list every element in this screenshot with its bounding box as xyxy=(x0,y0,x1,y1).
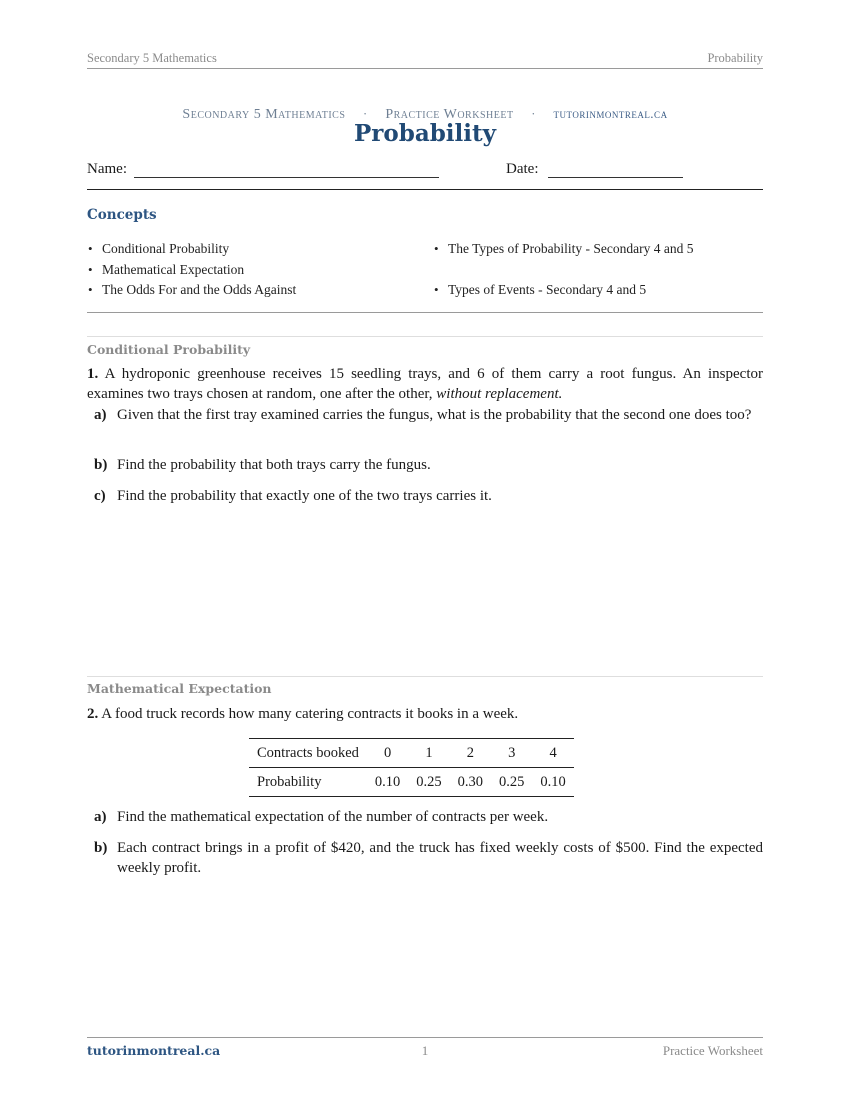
part-text: Find the probability that exactly one of the two trays carries it. xyxy=(117,488,492,504)
concepts-heading: Concepts xyxy=(87,207,157,223)
concept-item: • Types of Events - Secondary 4 and 5 xyxy=(448,282,646,298)
name-date-row xyxy=(87,159,763,190)
table-cell: 2 xyxy=(450,739,491,768)
question-1-part-c xyxy=(94,487,763,507)
question-text: A hydroponic greenhouse receives 15 seedling trays, and 6 of them carry a root fungus. An inspector examines two trays chosen at random, one after the other, xyxy=(87,366,763,402)
part-text: Given that the first tray examined carries the fungus, what is the probability that the second one does too? xyxy=(117,407,752,423)
table-row-header: Probability xyxy=(257,773,322,790)
table-cell: 0 xyxy=(367,739,408,768)
separator-dot: · xyxy=(531,107,536,121)
part-label: a) xyxy=(94,809,107,825)
table-row xyxy=(249,768,574,797)
concept-item: • The Types of Probability - Secondary 4 and 5 xyxy=(448,241,694,257)
question-number: 2. xyxy=(87,706,99,722)
table-cell: 0.10 xyxy=(540,773,566,790)
site-name: tutorinmontreal.ca xyxy=(553,106,668,121)
footer-site: tutorinmontreal.ca xyxy=(87,1043,221,1058)
part-label: b) xyxy=(94,457,108,473)
question-text: A food truck records how many catering contracts it books in a week. xyxy=(101,706,519,722)
part-label: c) xyxy=(94,488,106,504)
section-divider xyxy=(87,676,763,677)
worksheet-kind: Practice Worksheet xyxy=(385,107,514,122)
part-text: Find the probability that both trays carry the fungus. xyxy=(117,457,431,473)
page-number: 1 xyxy=(421,1043,429,1058)
question-number: 1. xyxy=(87,366,99,382)
footer-divider xyxy=(87,1037,763,1038)
question-2 xyxy=(87,705,763,725)
section-title-mathematical-expectation: Mathematical Expectation xyxy=(87,681,272,696)
table-cell: 4 xyxy=(532,739,573,768)
table-row xyxy=(249,739,574,768)
table-cell: 0.10 xyxy=(374,773,401,790)
running-header xyxy=(87,50,763,69)
date-field[interactable] xyxy=(548,177,683,178)
question-1 xyxy=(87,365,763,404)
table-cell: 0.25 xyxy=(499,773,525,790)
concepts-divider xyxy=(87,312,763,313)
running-header-right: Probability xyxy=(707,51,763,65)
table-cell: 0.30 xyxy=(457,773,484,790)
part-text: Find the mathematical expectation of the number of contracts per week. xyxy=(117,809,549,825)
table-cell: 1 xyxy=(408,739,449,768)
probability-distribution-table xyxy=(249,738,574,797)
course-name: Secondary 5 Mathematics xyxy=(182,107,346,122)
question-2-part-a xyxy=(94,808,763,828)
part-label: b) xyxy=(94,840,108,856)
section-title-conditional-probability: Conditional Probability xyxy=(87,342,251,357)
table-row-header: Contracts booked xyxy=(249,739,367,768)
page-title: Probability xyxy=(353,120,497,147)
part-text: Each contract brings in a profit of $420, and the truck has fixed weekly costs of $500. Find the expected weekly profit. xyxy=(117,840,763,876)
question-1-part-a xyxy=(94,406,763,426)
question-emphasis: without replacement. xyxy=(436,385,563,402)
name-label: Name: xyxy=(87,161,127,177)
date-label: Date: xyxy=(506,161,539,177)
concept-item: • The Odds For and the Odds Against xyxy=(102,282,296,298)
concept-item: • Conditional Probability xyxy=(102,241,229,257)
name-field[interactable] xyxy=(134,177,439,178)
section-divider xyxy=(87,336,763,337)
table-cell: 3 xyxy=(491,739,532,768)
concept-item: • Mathematical Expectation xyxy=(102,262,244,278)
separator-dot: · xyxy=(363,107,368,121)
table-cell: 0.25 xyxy=(416,773,442,790)
question-1-part-b xyxy=(94,456,763,476)
running-header-left: Secondary 5 Mathematics xyxy=(87,51,217,65)
footer-worksheet-label: Practice Worksheet xyxy=(662,1043,763,1058)
question-2-part-b xyxy=(94,839,763,878)
part-label: a) xyxy=(94,407,107,423)
